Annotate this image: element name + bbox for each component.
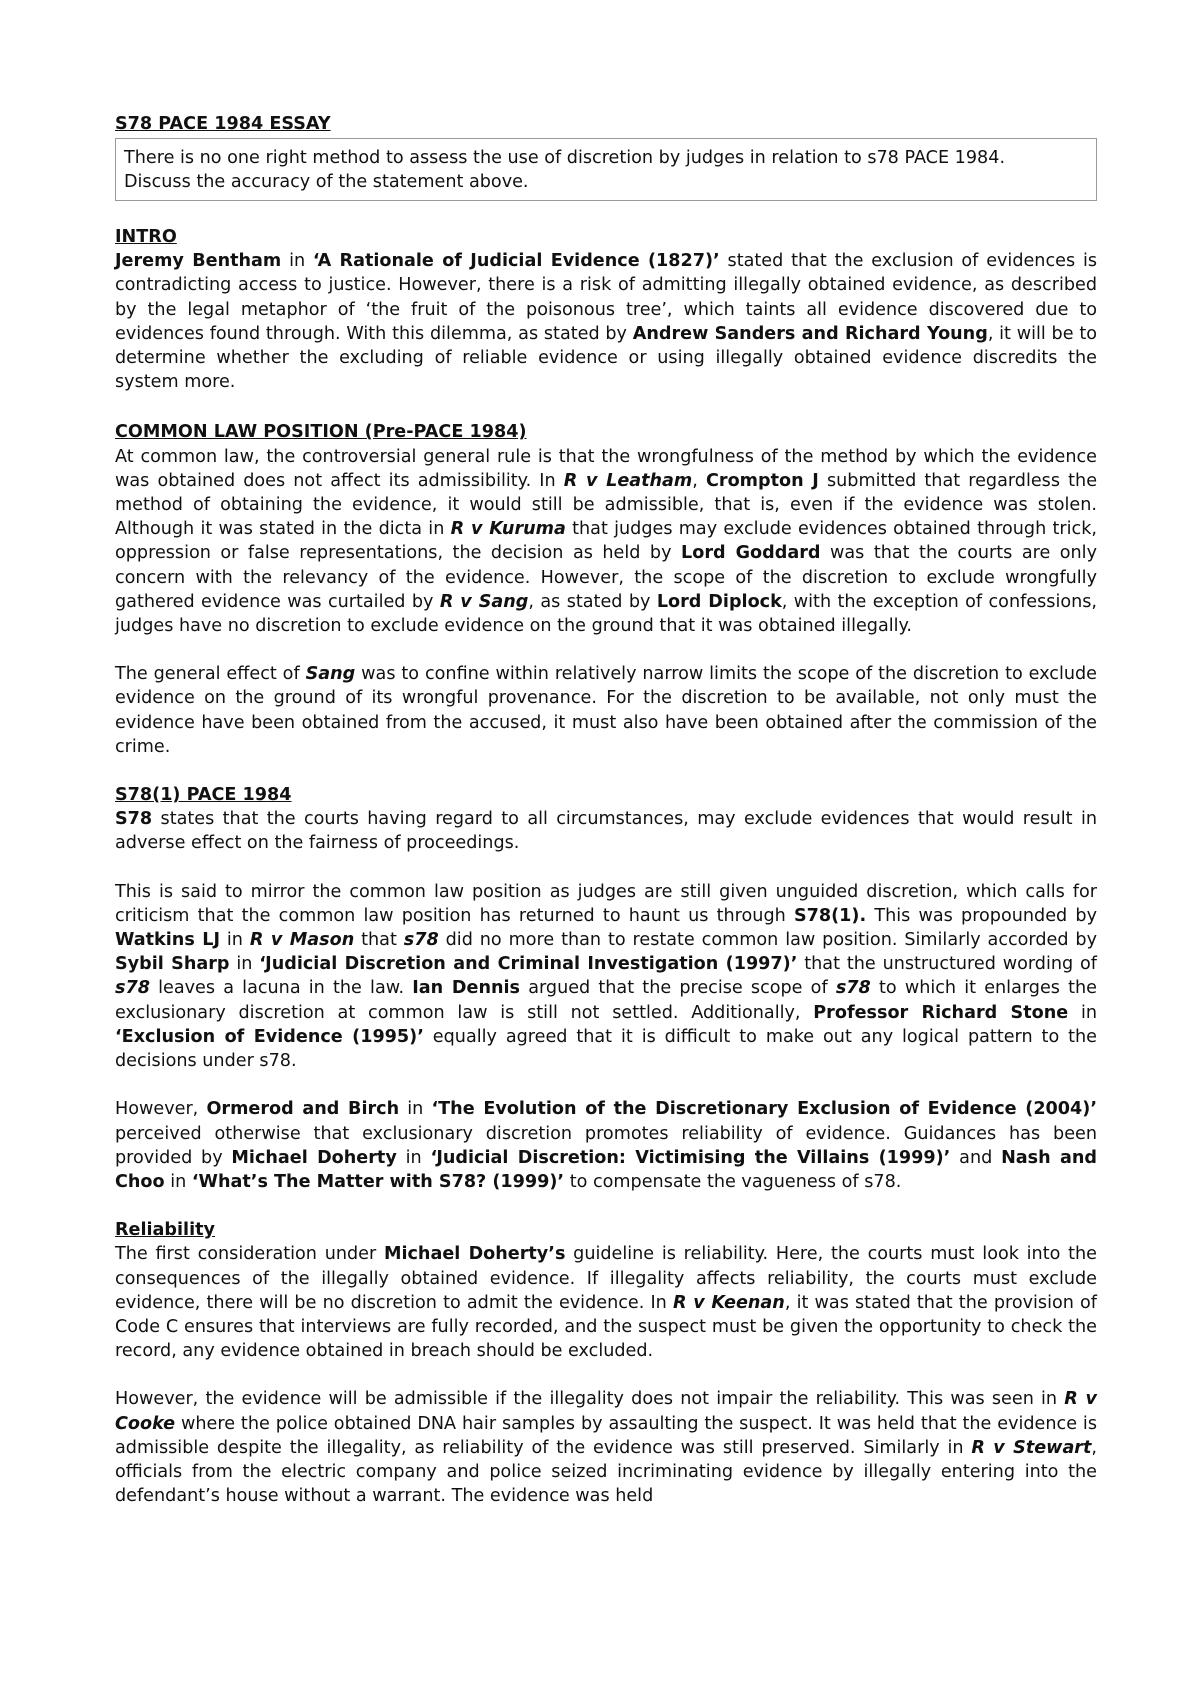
intro-paragraph: Jeremy Bentham in ‘A Rationale of Judicial Evidence (1827)’ stated that the exclusion of evidences is contradicting access to justice. However, there is a risk of admitting illegally obtained evidence, as described by the legal metaphor of ‘the fruit of the poisonous tree’, which taints all evidence discovered due to evidences found through. With this dilemma, as stated by Andrew Sanders and Richard Young, it will be to determine whether the excluding of reliable evidence or using illegally obtained evidence discredits the system more. [115, 251, 1097, 393]
intro-heading: INTRO [115, 227, 177, 247]
essay-title: S78 PACE 1984 ESSAY [115, 114, 331, 134]
reliability-paragraph: The first consideration under Michael Doherty’s guideline is reliability. Here, the courts must look into the consequences of the illegally obtained evidence. If illegality affects reliability, the courts must exclude evidence, there will be no discretion to admit the evidence. In R v Keenan, it was stated that the provision of Code C ensures that interviews are fully recorded, and the suspect must be given the opportunity to check the record, any evidence obtained in breach should be excluded. [115, 1244, 1097, 1362]
reliability-cases-paragraph: However, the evidence will be admissible if the illegality does not impair the reliability. This was seen in R v Cooke where the police obtained DNA hair samples by assaulting the suspect. It was held that the evidence is admissible despite the illegality, as reliability of the evidence was still preserved. Similarly in R v Stewart, officials from the electric company and police seized incriminating evidence by illegally entering into the defendant’s house without a warrant. The evidence was held [115, 1389, 1097, 1507]
common-law-paragraph: At common law, the controversial general rule is that the wrongfulness of the method by which the evidence was obtained does not affect its admissibility. In R v Leatham, Crompton J submitted that regardless the method of obtaining the evidence, it would still be admissible, that is, even if the evidence was stolen. Although it was stated in the dicta in R v Kuruma that judges may exclude evidences obtained through trick, oppression or false representations, the decision as held by Lord Goddard was that the courts are only concern with the relevancy of the evidence. However, the scope of the discretion to exclude wrongfully gathered evidence was curtailed by R v Sang, as stated by Lord Diplock, with the exception of confessions, judges have no discretion to exclude evidence on the ground that it was obtained illegally. [115, 446, 1098, 637]
question-line: There is no one right method to assess the use of discretion by judges in relation to s78 PACE 1984. [124, 148, 1006, 168]
essay-body [115, 112, 1097, 1508]
s78-paragraph: S78 states that the courts having regard to all circumstances, may exclude evidences that would result in adverse effect on the fairness of proceedings. [115, 809, 1097, 854]
common-law-heading: COMMON LAW POSITION (Pre-PACE 1984) [115, 422, 527, 443]
s78-criticism-paragraph: This is said to mirror the common law position as judges are still given unguided discretion, which calls for criticism that the common law position has returned to haunt us through S78(1). This was propounded by Watkins LJ in R v Mason that s78 did no more than to restate common law position. Similarly accorded by Sybil Sharp in ‘Judicial Discretion and Criminal Investigation (1997)’ that the unstructured wording of s78 leaves a lacuna in the law. Ian Dennis argued that the precise scope of s78 to which it enlarges the exclusionary discretion at common law is still not settled. Additionally, Professor Richard Stone in ‘Exclusion of Evidence (1995)’ equally agreed that it is difficult to make out any logical pattern to the decisions under s78. [115, 881, 1097, 1072]
question-box [115, 138, 1097, 201]
reliability-heading: Reliability [115, 1220, 215, 1241]
question-line: Discuss the accuracy of the statement above. [124, 172, 529, 192]
sang-effect-paragraph: The general effect of Sang was to confine within relatively narrow limits the scope of the discretion to exclude evidence on the ground of its wrongful provenance. For the discretion to be available, not only must the evidence have been obtained from the accused, it must also have been obtained after the commission of the crime. [115, 664, 1097, 757]
s78-heading: S78(1) PACE 1984 [115, 785, 292, 806]
s78-guidance-paragraph: However, Ormerod and Birch in ‘The Evolution of the Discretionary Exclusion of Evidence (2004)’ perceived otherwise that exclusionary discretion promotes reliability of evidence. Guidances has been provided by Michael Doherty in ‘Judicial Discretion: Victimising the Villains (1999)’ and Nash and Choo in ‘What’s The Matter with S78? (1999)’ to compensate the vagueness of s78. [115, 1099, 1098, 1192]
